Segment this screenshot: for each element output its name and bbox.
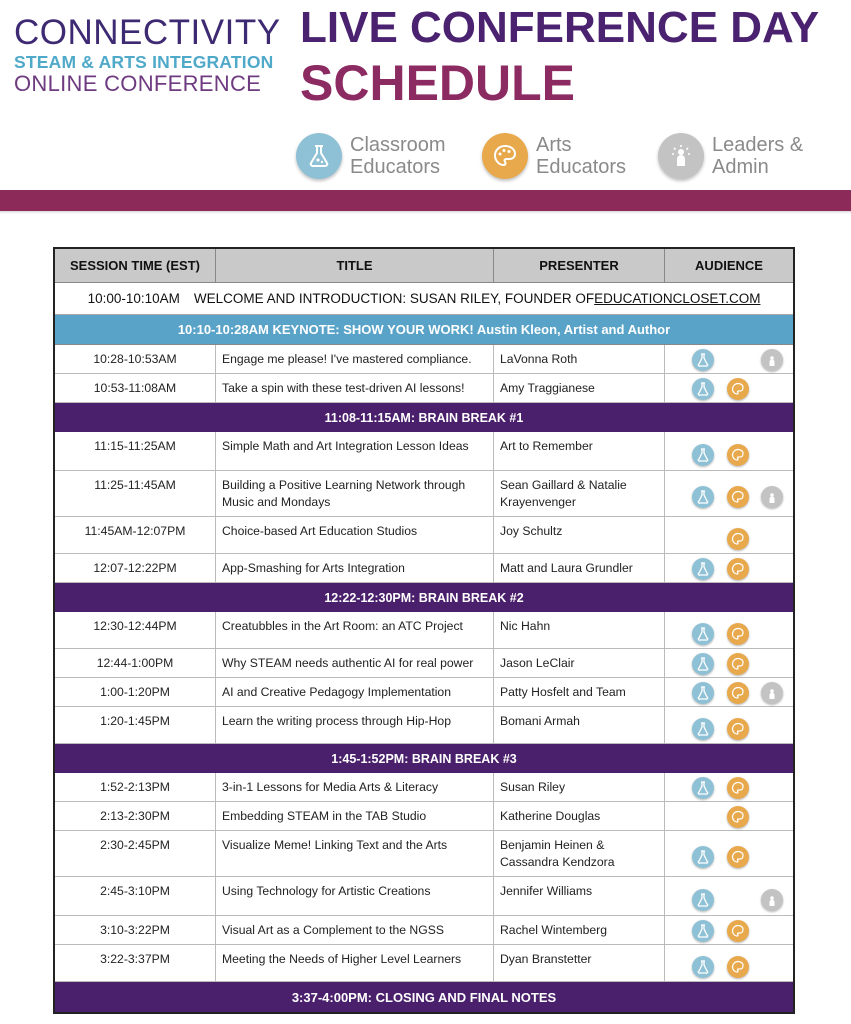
session-presenter: Bomani Armah <box>494 707 665 743</box>
table-row <box>55 432 793 471</box>
session-time: 12:44-1:00PM <box>55 649 216 677</box>
header-divider-band <box>0 190 851 211</box>
flask-icon <box>692 920 714 942</box>
leader-icon <box>761 349 783 371</box>
palette-icon <box>482 133 528 179</box>
session-presenter: Amy Traggianese <box>494 374 665 402</box>
session-audience <box>665 649 793 677</box>
leader-icon <box>761 486 783 508</box>
legend-label-line2: Admin <box>712 156 769 178</box>
session-audience <box>665 877 793 915</box>
palette-icon <box>727 623 749 645</box>
session-time: 10:53-11:08AM <box>55 374 216 402</box>
session-presenter: Benjamin Heinen & Cassandra Kendzora <box>494 831 665 876</box>
palette-icon <box>727 558 749 580</box>
palette-icon <box>727 653 749 675</box>
legend-label-line1: Leaders & <box>712 134 804 156</box>
session-time: 2:13-2:30PM <box>55 802 216 830</box>
leader-icon <box>761 682 783 704</box>
session-title: Creatubbles in the Art Room: an ATC Project <box>216 612 494 648</box>
session-presenter: Jason LeClair <box>494 649 665 677</box>
palette-icon <box>727 718 749 740</box>
session-title: Meeting the Needs of Higher Level Learners <box>216 945 494 981</box>
session-time: 2:30-2:45PM <box>55 831 216 876</box>
table-header-row <box>55 249 793 283</box>
session-title: Take a spin with these test-driven AI lessons! <box>216 374 494 402</box>
session-presenter: Jennifer Williams <box>494 877 665 915</box>
session-time: 1:00-1:20PM <box>55 678 216 706</box>
flask-icon <box>692 349 714 371</box>
educationcloset-link[interactable]: EDUCATIONCLOSET.COM <box>594 291 761 306</box>
table-row <box>55 945 793 982</box>
flask-icon <box>692 486 714 508</box>
session-time: 1:52-2:13PM <box>55 773 216 801</box>
table-row <box>55 773 793 802</box>
table-row <box>55 374 793 403</box>
session-presenter: Rachel Wintemberg <box>494 916 665 944</box>
leader-icon <box>761 889 783 911</box>
sessions-area <box>55 345 793 1012</box>
session-title: 3-in-1 Lessons for Media Arts & Literacy <box>216 773 494 801</box>
session-presenter: LaVonna Roth <box>494 345 665 373</box>
flask-icon <box>692 956 714 978</box>
flask-icon <box>692 444 714 466</box>
header-presenter: PRESENTER <box>494 249 665 282</box>
legend-label-line1: Arts <box>536 134 572 156</box>
session-time: 12:07-12:22PM <box>55 554 216 582</box>
session-presenter: Patty Hosfelt and Team <box>494 678 665 706</box>
palette-icon <box>727 378 749 400</box>
session-audience <box>665 773 793 801</box>
session-audience <box>665 612 793 648</box>
session-presenter: Sean Gaillard & Natalie Krayenvenger <box>494 471 665 516</box>
table-row <box>55 707 793 744</box>
session-presenter: Nic Hahn <box>494 612 665 648</box>
palette-icon <box>727 920 749 942</box>
legend-label-line1: Classroom <box>350 134 446 156</box>
session-audience <box>665 678 793 706</box>
session-title: Why STEAM needs authentic AI for real power <box>216 649 494 677</box>
legend-label-line2: Educators <box>350 156 441 178</box>
flask-icon <box>692 378 714 400</box>
palette-icon <box>727 806 749 828</box>
brain-break-row: 12:22-12:30PM: BRAIN BREAK #2 <box>55 583 793 612</box>
session-title: Building a Positive Learning Network through Music and Mondays <box>216 471 494 516</box>
flask-icon <box>692 889 714 911</box>
audience-legend <box>296 128 841 184</box>
table-row <box>55 612 793 649</box>
session-time: 12:30-12:44PM <box>55 612 216 648</box>
legend-label-line2: Educators <box>536 156 627 178</box>
session-audience <box>665 831 793 876</box>
flask-icon <box>692 623 714 645</box>
session-audience <box>665 471 793 516</box>
palette-icon <box>727 528 749 550</box>
session-presenter: Susan Riley <box>494 773 665 801</box>
flask-icon <box>692 718 714 740</box>
session-title: Engage me please! I've mastered compliance. <box>216 345 494 373</box>
keynote-row: 10:10-10:28AM KEYNOTE: SHOW YOUR WORK! Austin Kleon, Artist and Author <box>55 315 793 345</box>
table-row <box>55 802 793 831</box>
schedule-table <box>53 247 795 1014</box>
table-row <box>55 916 793 945</box>
logo-tagline: ONLINE CONFERENCE <box>14 71 262 96</box>
brain-break-row: 11:08-11:15AM: BRAIN BREAK #1 <box>55 403 793 432</box>
session-audience <box>665 517 793 553</box>
welcome-time: 10:00-10:10AM <box>87 291 180 306</box>
flask-icon <box>692 558 714 580</box>
palette-icon <box>727 486 749 508</box>
palette-icon <box>727 777 749 799</box>
session-audience <box>665 707 793 743</box>
session-time: 1:20-1:45PM <box>55 707 216 743</box>
table-row <box>55 554 793 583</box>
table-row <box>55 678 793 707</box>
session-presenter: Katherine Douglas <box>494 802 665 830</box>
welcome-row <box>55 283 793 315</box>
flask-icon <box>692 777 714 799</box>
header-title: TITLE <box>216 249 494 282</box>
legend-leaders-admin <box>658 128 803 184</box>
session-title: Embedding STEAM in the TAB Studio <box>216 802 494 830</box>
logo-subtitle: STEAM & ARTS INTEGRATION <box>14 52 274 72</box>
session-time: 11:15-11:25AM <box>55 432 216 470</box>
legend-arts-educators <box>482 128 626 184</box>
palette-icon <box>727 444 749 466</box>
table-row <box>55 877 793 916</box>
session-audience <box>665 916 793 944</box>
session-audience <box>665 345 793 373</box>
table-row <box>55 649 793 678</box>
palette-icon <box>727 846 749 868</box>
page-title: LIVE CONFERENCE DAY <box>300 3 820 52</box>
session-title: Learn the writing process through Hip-Hop <box>216 707 494 743</box>
header-audience: AUDIENCE <box>695 258 763 273</box>
session-audience <box>665 432 793 470</box>
session-audience <box>665 554 793 582</box>
legend-classroom-educators <box>296 128 446 184</box>
session-presenter: Dyan Branstetter <box>494 945 665 981</box>
session-title: AI and Creative Pedagogy Implementation <box>216 678 494 706</box>
conference-logo <box>14 13 281 96</box>
session-title: Using Technology for Artistic Creations <box>216 877 494 915</box>
palette-icon <box>727 956 749 978</box>
leader-icon <box>658 133 704 179</box>
logo-title: CONNECTIVITY <box>14 13 281 52</box>
closing-row: 3:37-4:00PM: CLOSING AND FINAL NOTES <box>55 982 793 1012</box>
session-audience <box>665 374 793 402</box>
session-title: Visual Art as a Complement to the NGSS <box>216 916 494 944</box>
table-row <box>55 345 793 374</box>
session-time: 2:45-3:10PM <box>55 877 216 915</box>
session-time: 3:22-3:37PM <box>55 945 216 981</box>
session-audience <box>665 945 793 981</box>
welcome-text: WELCOME AND INTRODUCTION: SUSAN RILEY, FOUNDER OF <box>193 291 595 306</box>
table-row <box>55 471 793 517</box>
flask-icon <box>692 653 714 675</box>
session-presenter: Art to Remember <box>494 432 665 470</box>
page-subtitle: SCHEDULE <box>300 55 576 111</box>
session-time: 11:25-11:45AM <box>55 471 216 516</box>
header-divider-shadow <box>0 211 851 214</box>
session-title: App-Smashing for Arts Integration <box>216 554 494 582</box>
session-time: 3:10-3:22PM <box>55 916 216 944</box>
brain-break-row: 1:45-1:52PM: BRAIN BREAK #3 <box>55 744 793 773</box>
flask-icon <box>692 846 714 868</box>
session-audience <box>665 802 793 830</box>
session-title: Simple Math and Art Integration Lesson Ideas <box>216 432 494 470</box>
session-title: Choice-based Art Education Studios <box>216 517 494 553</box>
session-presenter: Joy Schultz <box>494 517 665 553</box>
table-row <box>55 517 793 554</box>
table-row <box>55 831 793 877</box>
header-session-time: SESSION TIME (EST) <box>55 249 216 282</box>
session-time: 10:28-10:53AM <box>55 345 216 373</box>
session-title: Visualize Meme! Linking Text and the Arts <box>216 831 494 876</box>
palette-icon <box>727 682 749 704</box>
flask-icon <box>692 682 714 704</box>
session-presenter: Matt and Laura Grundler <box>494 554 665 582</box>
flask-icon <box>296 133 342 179</box>
session-time: 11:45AM-12:07PM <box>55 517 216 553</box>
